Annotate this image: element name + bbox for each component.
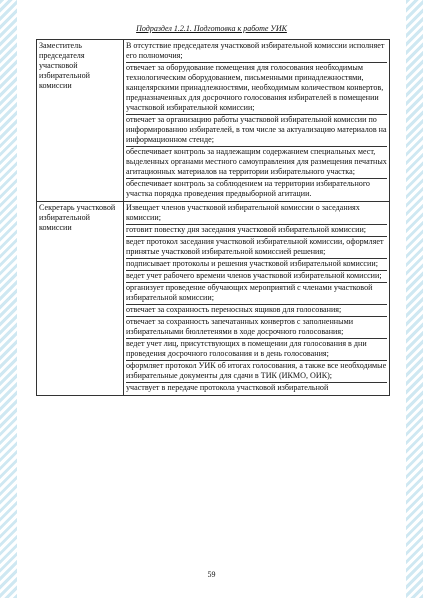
- duties-table: [36, 39, 390, 396]
- duty-item: подписывает протоколы и решения участковой избирательной комиссии;: [126, 259, 387, 271]
- duty-item: В отсутствие председателя участковой избирательной комиссии исполняет его полномочия;: [126, 41, 387, 63]
- duty-item: оформляет протокол УИК об итогах голосования, а также все необходимые избирательные документы для сдачи в ТИК (ИКМО, ОИК);: [126, 361, 387, 383]
- decorative-stripe-left: [0, 0, 17, 598]
- role-cell: Секретарь участковой избирательной комиссии: [37, 202, 124, 396]
- duties-cell: [124, 202, 390, 396]
- duty-item: организует проведение обучающих мероприятий с членами участковой избирательной комиссии;: [126, 283, 387, 305]
- role-cell: Заместитель председателя участковой избирательной комиссии: [37, 40, 124, 202]
- duty-item: готовит повестку дня заседания участковой избирательной комиссии;: [126, 225, 387, 237]
- duty-item: отвечает за организацию работы участковой избирательной комиссии по информированию избирателей, в том числе за актуализацию материалов на информационном стенде;: [126, 115, 387, 147]
- duty-item: ведет учет рабочего времени членов участковой избирательной комиссии;: [126, 271, 387, 283]
- duty-item: участвует в передаче протокола участковой избирательной: [126, 383, 329, 392]
- duty-item: отвечает за оборудование помещения для голосования необходимым технологическим оборудованием, письменными принадлежностями, канцелярскими принадлежностями, необходимым количеством конвертов, предназначенных для досрочного голосования избирателей в помещении участковой избирательной комиссии;: [126, 63, 387, 115]
- table-row: [37, 202, 390, 396]
- duty-item: Извещает членов участковой избирательной комиссии о заседаниях комиссии;: [126, 203, 387, 225]
- table-row: [37, 40, 390, 202]
- duty-item: отвечает за сохранность переносных ящиков для голосования;: [126, 305, 387, 317]
- duties-cell: [124, 40, 390, 202]
- duty-item: обеспечивает контроль за надлежащим содержанием специальных мест, выделенных органами местного самоуправления для размещения печатных агитационных материалов на территории избирательного участка;: [126, 147, 387, 179]
- duty-item: отвечает за сохранность запечатанных конвертов с заполненными избирательными бюллетенями в ходе досрочного голосования;: [126, 317, 387, 339]
- page-number: 59: [207, 570, 216, 579]
- page-header: Подраздел 1.2.1. Подготовка к работе УИК: [136, 24, 287, 33]
- duty-item: ведет учет лиц, присутствующих в помещении для голосования в дни проведения досрочного голосования и в день голосования;: [126, 339, 387, 361]
- decorative-stripe-right: [406, 0, 423, 598]
- duty-item: обеспечивает контроль за соблюдением на территории избирательного участка порядка проведения предвыборной агитации.: [126, 179, 370, 198]
- duty-item: ведет протокол заседания участковой избирательной комиссии, оформляет принятые участковой избирательной комиссией решения;: [126, 237, 387, 259]
